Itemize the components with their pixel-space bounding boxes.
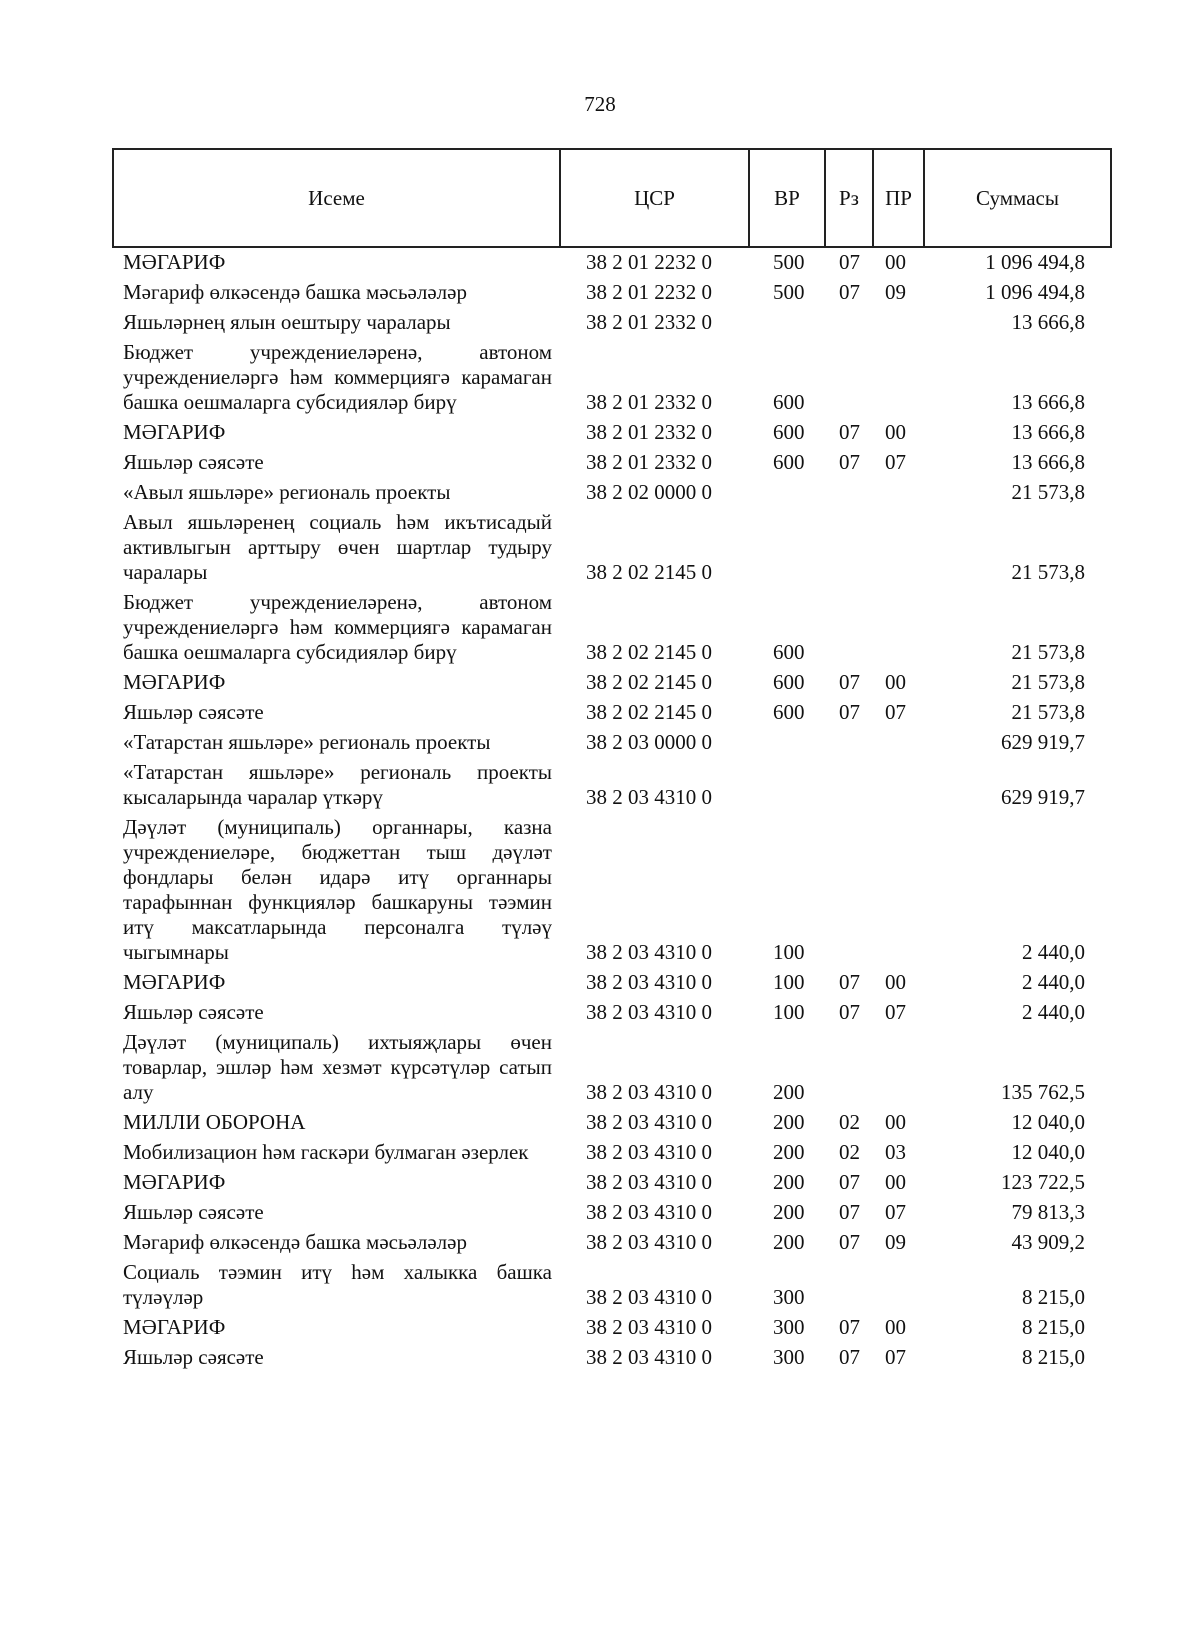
cell-rz	[825, 1258, 873, 1313]
cell-pr: 00	[885, 250, 906, 274]
header-sum: Суммасы	[924, 149, 1111, 247]
cell-rz: 07	[839, 250, 860, 274]
cell-rz: 02	[839, 1110, 860, 1134]
cell-sum: 21 573,8	[1011, 480, 1085, 504]
cell-pr: 03	[885, 1140, 906, 1164]
cell-rz	[825, 588, 873, 668]
cell-vr: 200	[773, 1140, 805, 1164]
cell-rz	[825, 728, 873, 758]
cell-rz	[825, 508, 873, 588]
cell-vr	[749, 308, 825, 338]
cell-pr: 00	[885, 420, 906, 444]
cell-pr: 00	[885, 1170, 906, 1194]
table-row	[113, 508, 1111, 588]
cell-csr: 38 2 01 2332 0	[586, 420, 712, 444]
cell-name: МӘГАРИФ	[123, 670, 226, 694]
cell-csr: 38 2 02 0000 0	[586, 480, 712, 504]
cell-pr: 00	[885, 1110, 906, 1134]
cell-name: МӘГАРИФ	[123, 1315, 226, 1339]
cell-name: «Татарстан яшьләре» региональ проекты	[123, 730, 491, 754]
cell-rz	[825, 813, 873, 968]
cell-pr: 00	[885, 670, 906, 694]
table-header	[113, 149, 1111, 247]
cell-csr: 38 2 03 4310 0	[586, 970, 712, 994]
cell-rz	[825, 478, 873, 508]
cell-vr: 600	[773, 670, 805, 694]
cell-name: Авыл яшьләренең социаль һәм икътисадый активлыгын арттыру өчен шартлар тудыру чаралары	[123, 510, 552, 584]
cell-rz: 02	[839, 1140, 860, 1164]
cell-pr	[873, 1258, 924, 1313]
cell-name: МӘГАРИФ	[123, 250, 226, 274]
cell-sum: 12 040,0	[1011, 1140, 1085, 1164]
table-row	[113, 1228, 1111, 1258]
cell-pr: 00	[885, 970, 906, 994]
cell-vr: 200	[773, 1170, 805, 1194]
cell-name: Яшьләр сәясәте	[123, 1345, 264, 1369]
cell-csr: 38 2 01 2332 0	[586, 450, 712, 474]
cell-name: Бюджет учреждениеләренә, автоном учреждениеләргә һәм коммерциягә карамаган башка оешмаларга субсидияләр бирү	[123, 590, 552, 664]
cell-vr: 100	[773, 940, 805, 964]
cell-rz: 07	[839, 450, 860, 474]
cell-vr	[749, 508, 825, 588]
cell-sum: 8 215,0	[1022, 1345, 1085, 1369]
cell-csr: 38 2 03 4310 0	[586, 940, 712, 964]
table-row	[113, 448, 1111, 478]
cell-pr	[873, 338, 924, 418]
table-row	[113, 968, 1111, 998]
table-row	[113, 998, 1111, 1028]
table-row	[113, 1168, 1111, 1198]
cell-pr	[873, 813, 924, 968]
cell-vr	[749, 758, 825, 813]
cell-name: Яшьләр сәясәте	[123, 1000, 264, 1024]
cell-csr: 38 2 03 4310 0	[586, 1080, 712, 1104]
cell-pr: 07	[885, 700, 906, 724]
cell-sum: 21 573,8	[1011, 700, 1085, 724]
cell-sum: 79 813,3	[1011, 1200, 1085, 1224]
cell-vr: 600	[773, 390, 805, 414]
cell-vr: 500	[773, 280, 805, 304]
cell-name: Мәгариф өлкәсендә башка мәсьәләләр	[123, 1230, 467, 1254]
cell-csr: 38 2 03 4310 0	[586, 785, 712, 809]
cell-name: Социаль тәэмин итү һәм халыкка башка түләүләр	[123, 1260, 552, 1309]
cell-csr: 38 2 03 4310 0	[586, 1230, 712, 1254]
cell-name: Дәүләт (муниципаль) органнары, казна учреждениеләре, бюджеттан тыш дәүләт фондлары белән идарә итү органнары тарафыннан функцияләр башкаруны тәэмин итү максатларында персоналга түләү чыгымнары	[123, 815, 552, 964]
cell-name: МИЛЛИ ОБОРОНА	[123, 1110, 306, 1134]
cell-pr: 09	[885, 280, 906, 304]
cell-sum: 12 040,0	[1011, 1110, 1085, 1134]
cell-vr: 200	[773, 1230, 805, 1254]
table-row	[113, 1258, 1111, 1313]
cell-name: Яшьләр сәясәте	[123, 700, 264, 724]
cell-sum: 13 666,8	[1011, 420, 1085, 444]
table-row	[113, 668, 1111, 698]
cell-rz	[825, 308, 873, 338]
cell-rz: 07	[839, 670, 860, 694]
cell-sum: 629 919,7	[1001, 785, 1085, 809]
cell-pr: 07	[885, 1200, 906, 1224]
cell-csr: 38 2 03 4310 0	[586, 1110, 712, 1134]
cell-csr: 38 2 03 4310 0	[586, 1315, 712, 1339]
cell-sum: 21 573,8	[1011, 560, 1085, 584]
budget-table	[112, 148, 1112, 1373]
cell-vr: 600	[773, 700, 805, 724]
cell-sum: 629 919,7	[1001, 730, 1085, 754]
cell-sum: 2 440,0	[1022, 1000, 1085, 1024]
cell-pr: 07	[885, 1000, 906, 1024]
cell-rz: 07	[839, 1315, 860, 1339]
header-name: Исеме	[113, 149, 560, 247]
table-row	[113, 1108, 1111, 1138]
cell-vr: 200	[773, 1110, 805, 1134]
cell-sum: 43 909,2	[1011, 1230, 1085, 1254]
cell-vr: 600	[773, 420, 805, 444]
cell-rz: 07	[839, 1230, 860, 1254]
cell-csr: 38 2 03 4310 0	[586, 1140, 712, 1164]
table-row	[113, 1028, 1111, 1108]
cell-pr	[873, 1028, 924, 1108]
cell-sum: 21 573,8	[1011, 640, 1085, 664]
table-row	[113, 698, 1111, 728]
cell-sum: 8 215,0	[1022, 1285, 1085, 1309]
cell-csr: 38 2 03 4310 0	[586, 1200, 712, 1224]
cell-name: Мобилизацион һәм гаскәри булмаган әзерлек	[123, 1140, 529, 1164]
cell-name: Яшьләр сәясәте	[123, 1200, 264, 1224]
table-row	[113, 588, 1111, 668]
cell-name: «Авыл яшьләре» региональ проекты	[123, 480, 451, 504]
cell-pr	[873, 478, 924, 508]
header-rz: Рз	[825, 149, 873, 247]
cell-vr: 200	[773, 1080, 805, 1104]
cell-name: Бюджет учреждениеләренә, автоном учреждениеләргә һәм коммерциягә карамаган башка оешмаларга субсидияләр бирү	[123, 340, 552, 414]
cell-rz	[825, 758, 873, 813]
cell-csr: 38 2 03 4310 0	[586, 1345, 712, 1369]
cell-vr: 600	[773, 640, 805, 664]
cell-csr: 38 2 03 4310 0	[586, 1000, 712, 1024]
cell-sum: 13 666,8	[1011, 390, 1085, 414]
cell-rz: 07	[839, 970, 860, 994]
cell-pr	[873, 758, 924, 813]
cell-name: МӘГАРИФ	[123, 1170, 226, 1194]
cell-rz: 07	[839, 1000, 860, 1024]
cell-sum: 2 440,0	[1022, 970, 1085, 994]
table-row	[113, 247, 1111, 278]
cell-sum: 13 666,8	[1011, 310, 1085, 334]
cell-name: Мәгариф өлкәсендә башка мәсьәләләр	[123, 280, 467, 304]
cell-vr: 100	[773, 970, 805, 994]
cell-rz	[825, 338, 873, 418]
cell-sum: 1 096 494,8	[985, 280, 1085, 304]
cell-rz: 07	[839, 420, 860, 444]
cell-csr: 38 2 03 0000 0	[586, 730, 712, 754]
cell-pr	[873, 508, 924, 588]
cell-sum: 123 722,5	[1001, 1170, 1085, 1194]
cell-pr: 09	[885, 1230, 906, 1254]
cell-vr	[749, 728, 825, 758]
cell-pr	[873, 728, 924, 758]
cell-rz	[825, 1028, 873, 1108]
header-pr: ПР	[873, 149, 924, 247]
table-row	[113, 1313, 1111, 1343]
cell-vr	[749, 478, 825, 508]
cell-sum: 135 762,5	[1001, 1080, 1085, 1104]
cell-csr: 38 2 01 2332 0	[586, 310, 712, 334]
table-row	[113, 478, 1111, 508]
table-row	[113, 1138, 1111, 1168]
cell-name: Яшьләрнең ялын оештыру чаралары	[123, 310, 451, 334]
cell-sum: 21 573,8	[1011, 670, 1085, 694]
table-row	[113, 813, 1111, 968]
cell-sum: 13 666,8	[1011, 450, 1085, 474]
table-row	[113, 308, 1111, 338]
table-row	[113, 1198, 1111, 1228]
cell-pr	[873, 588, 924, 668]
cell-pr: 07	[885, 450, 906, 474]
cell-name: МӘГАРИФ	[123, 970, 226, 994]
table-row	[113, 758, 1111, 813]
cell-vr: 200	[773, 1200, 805, 1224]
cell-csr: 38 2 01 2232 0	[586, 280, 712, 304]
cell-name: МӘГАРИФ	[123, 420, 226, 444]
cell-csr: 38 2 03 4310 0	[586, 1170, 712, 1194]
cell-sum: 1 096 494,8	[985, 250, 1085, 274]
header-vr: ВР	[749, 149, 825, 247]
table-body	[113, 247, 1111, 1373]
cell-csr: 38 2 01 2232 0	[586, 250, 712, 274]
cell-rz: 07	[839, 700, 860, 724]
cell-vr: 600	[773, 450, 805, 474]
cell-csr: 38 2 02 2145 0	[586, 640, 712, 664]
cell-sum: 2 440,0	[1022, 940, 1085, 964]
cell-sum: 8 215,0	[1022, 1315, 1085, 1339]
header-csr: ЦСР	[560, 149, 749, 247]
table-row	[113, 418, 1111, 448]
cell-vr: 300	[773, 1345, 805, 1369]
cell-csr: 38 2 03 4310 0	[586, 1285, 712, 1309]
cell-vr: 300	[773, 1285, 805, 1309]
table-row	[113, 338, 1111, 418]
cell-name: Дәүләт (муниципаль) ихтыяҗлары өчен товарлар, эшләр һәм хезмәт күрсәтүләр сатып алу	[123, 1030, 552, 1104]
cell-rz: 07	[839, 1200, 860, 1224]
cell-csr: 38 2 02 2145 0	[586, 560, 712, 584]
cell-vr: 300	[773, 1315, 805, 1339]
cell-pr	[873, 308, 924, 338]
cell-pr: 07	[885, 1345, 906, 1369]
cell-vr: 100	[773, 1000, 805, 1024]
cell-name: Яшьләр сәясәте	[123, 450, 264, 474]
cell-csr: 38 2 01 2332 0	[586, 390, 712, 414]
cell-csr: 38 2 02 2145 0	[586, 670, 712, 694]
page-number: 728	[584, 92, 616, 116]
cell-rz: 07	[839, 1345, 860, 1369]
cell-csr: 38 2 02 2145 0	[586, 700, 712, 724]
cell-vr: 500	[773, 250, 805, 274]
cell-pr: 00	[885, 1315, 906, 1339]
cell-rz: 07	[839, 1170, 860, 1194]
cell-name: «Татарстан яшьләре» региональ проекты кысаларында чаралар үткәрү	[123, 760, 552, 809]
cell-rz: 07	[839, 280, 860, 304]
table-row	[113, 278, 1111, 308]
table-row	[113, 728, 1111, 758]
table-row	[113, 1343, 1111, 1373]
